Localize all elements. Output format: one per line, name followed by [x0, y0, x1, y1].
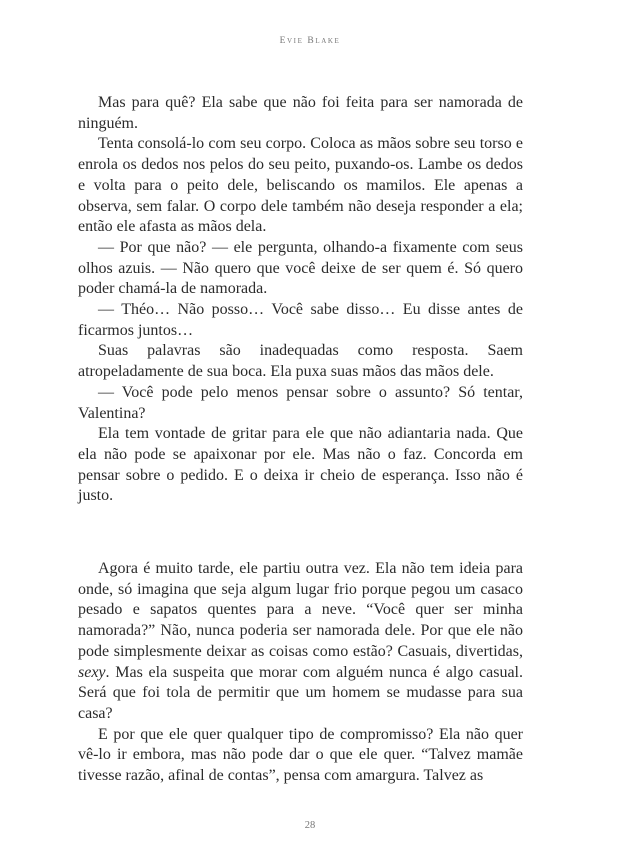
text-section-1 — [78, 93, 523, 507]
paragraph: — Por que não? — ele pergunta, olhando-a fixamente com seus olhos azuis. — Não quero que você deixe de ser quem é. Só quero poder chamá-la de namorada. — [78, 238, 523, 298]
running-head: Evie Blake — [279, 36, 341, 46]
paragraph: Mas para quê? Ela sabe que não foi feita para ser namorada de ninguém. — [78, 94, 523, 132]
emphasis-text: sexy — [78, 663, 106, 681]
paragraph — [78, 559, 523, 725]
paragraph: Ela tem vontade de gritar para ele que não adiantaria nada. Que ela não pode se apaixonar por ele. Mas não o faz. Concorda em pensar sobre o pedido. E o deixa ir cheio de esperança. Isso não é justo. — [78, 425, 523, 505]
text-section-2 — [78, 559, 523, 787]
paragraph: E por que ele quer qualquer tipo de compromisso? Ela não quer vê-lo ir embora, mas não pode dar o que ele quer. “Talvez mamãe tivesse razão, afinal de contas”, pensa com amargura. Talvez as — [78, 725, 523, 785]
paragraph: — Théo… Não posso… Você sabe disso… Eu disse antes de ficarmos juntos… — [78, 301, 523, 339]
paragraph-text: Agora é muito tarde, ele partiu outra vez. Ela não tem ideia para onde, só imagina que seja algum lugar frio porque pegou um casaco pesado e sapatos quentes para a neve. “Você quer ser minha namorada?” Não, nunca poderia ser namorada dele. Por que ele não pode simplesmente deixar as coisas como estão? Casuais, divertidas, — [78, 560, 523, 660]
page-number: 28 — [304, 820, 316, 831]
paragraph-text: . Mas ela suspeita que morar com alguém nunca é algo casual. Será que foi tola de permitir que um homem se mudasse para sua casa? — [78, 663, 523, 722]
paragraph: — Você pode pelo menos pensar sobre o assunto? Só tentar, Valentina? — [78, 383, 523, 422]
paragraph: Suas palavras são inadequadas como resposta. Saem atropeladamente de sua boca. Ela puxa suas mãos das mãos dele. — [78, 342, 523, 381]
paragraph: Tenta consolá-lo com seu corpo. Coloca as mãos sobre seu torso e enrola os dedos nos pelos do seu peito, puxando-os. Lambe os dedos e volta para o peito dele, beliscando os mamilos. Ele apenas a observa, sem falar. O corpo dele também não deseja responder a ela; então ele afasta as mãos dela. — [78, 135, 523, 236]
